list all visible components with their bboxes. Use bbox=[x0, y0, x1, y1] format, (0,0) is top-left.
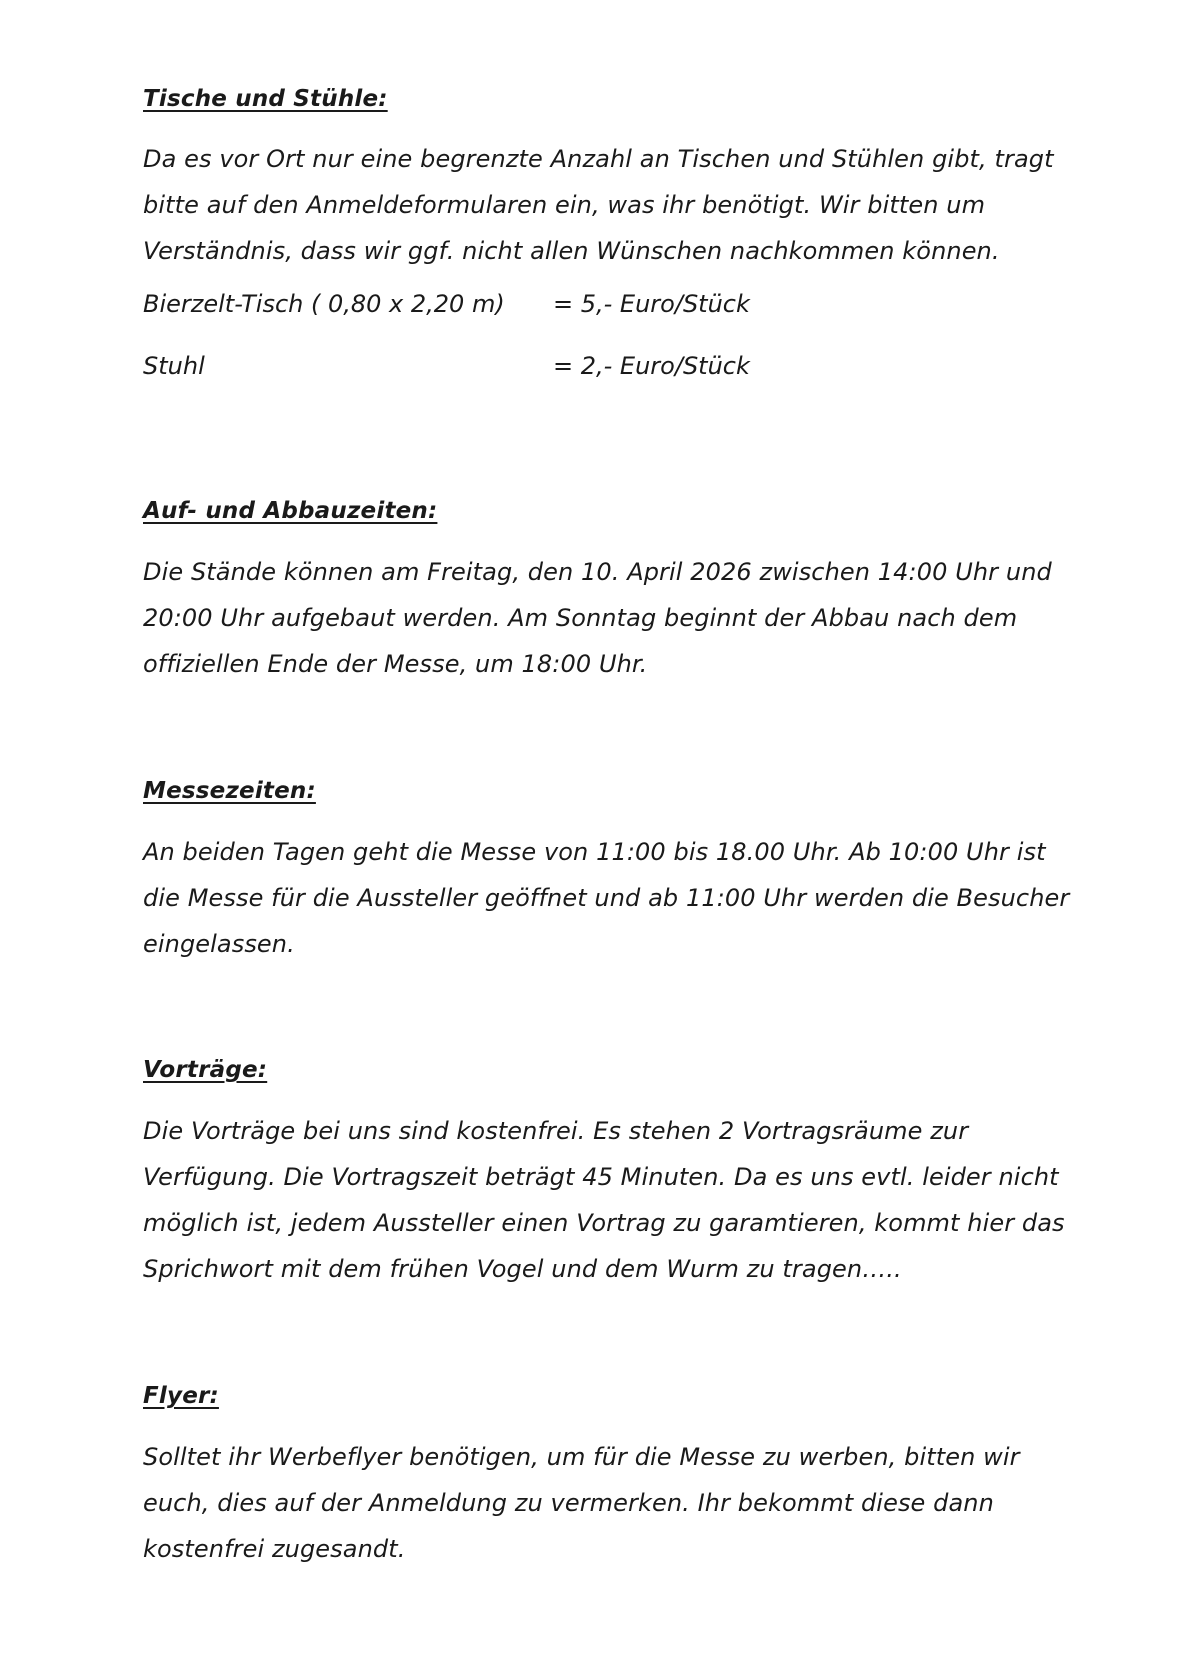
paragraph-flyer: Solltet ihr Werbeflyer benötigen, um für die Messe zu werben, bitten wir euch, dies auf der Anmeldung zu vermerken. Ihr bekommt diese dann kostenfrei zugesandt. bbox=[143, 1443, 1020, 1563]
heading-tische-und-stuehle: Tische und Stühle: bbox=[143, 86, 388, 112]
paragraph-aufbau: Die Stände können am Freitag, den 10. April 2026 zwischen 14:00 Uhr und 20:00 Uhr aufgebaut werden. Am Sonntag beginnt der Abbau nach dem offiziellen Ende der Messe, um 18:00 Uhr. bbox=[143, 558, 1052, 678]
heading-messezeiten: Messezeiten: bbox=[143, 778, 316, 804]
heading-flyer: Flyer: bbox=[143, 1383, 219, 1409]
price-value-tisch: = 5,- Euro/Stück bbox=[553, 290, 750, 318]
paragraph-messezeiten: An beiden Tagen geht die Messe von 11:00 bis 18.00 Uhr. Ab 10:00 Uhr ist die Messe für die Aussteller geöffnet und ab 11:00 Uhr werden die Besucher eingelassen. bbox=[143, 838, 1070, 958]
price-label-stuhl: Stuhl bbox=[143, 352, 205, 380]
paragraph-tische: Da es vor Ort nur eine begrenzte Anzahl an Tischen und Stühlen gibt, tragt bitte auf den Anmeldeformularen ein, was ihr benötigt. Wir bitten um Verständnis, dass wir ggf. nicht allen Wünschen nachkommen können. bbox=[143, 145, 1054, 265]
price-label-tisch: Bierzelt-Tisch ( 0,80 x 2,20 m) bbox=[143, 290, 505, 318]
heading-vortraege: Vorträge: bbox=[143, 1057, 268, 1083]
heading-auf-und-abbauzeiten: Auf- und Abbauzeiten: bbox=[143, 498, 438, 524]
price-value-stuhl: = 2,- Euro/Stück bbox=[553, 352, 750, 380]
paragraph-vortraege: Die Vorträge bei uns sind kostenfrei. Es stehen 2 Vortragsräume zur Verfügung. Die Vortragszeit beträgt 45 Minuten. Da es uns evtl. leider nicht möglich ist, jedem Aussteller einen Vortrag zu garamtieren, kommt hier das Sprichwort mit dem frühen Vogel und dem Wurm zu tragen….. bbox=[143, 1117, 1065, 1283]
